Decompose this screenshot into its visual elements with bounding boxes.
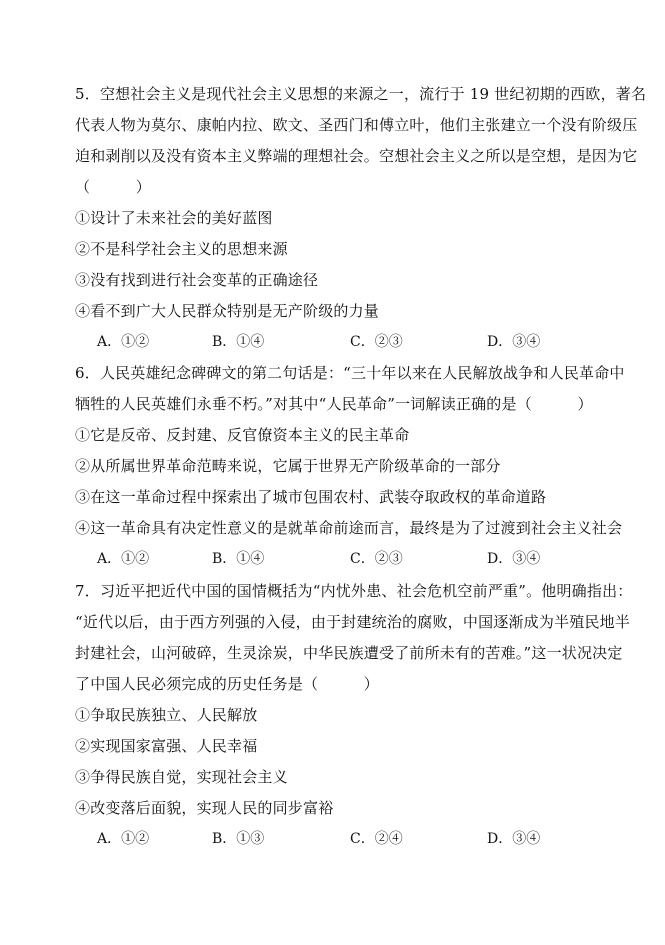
question-7-statement-4: ④改变落后面貌，实现人民的同步富裕 (75, 799, 334, 817)
question-7-statement-2: ②实现国家富强、人民幸福 (75, 737, 258, 755)
question-6-stem-line-1: 6．人民英雄纪念碑碑文的第二句话是：“三十年以来在人民解放战争和人民革命中 (75, 364, 625, 382)
question-6-statement-1: ①它是反帝、反封建、反官僚资本主义的民主革命 (75, 426, 410, 444)
question-6-statement-4: ④这一革命具有决定性意义的是就革命前途而言，最终是为了过渡到社会主义社会 (75, 519, 623, 537)
question-5-statement-4: ④看不到广大人民群众特别是无产阶级的力量 (75, 302, 380, 320)
question-6-option-c: C．②③ (350, 551, 403, 567)
question-5-option-a: A．①② (97, 334, 150, 350)
question-6-option-a: A．①② (97, 551, 150, 567)
question-7-stem-line-4: 了中国人民必须完成的历史任务是（ ） (75, 675, 380, 693)
question-7-option-b: B．①③ (212, 831, 265, 847)
question-5-option-d: D．③④ (487, 334, 541, 350)
question-6-option-b: B．①④ (212, 551, 265, 567)
question-6-statement-2: ②从所属世界革命范畴来说，它属于世界无产阶级革命的一部分 (75, 457, 501, 475)
question-6-statement-3: ③在这一革命过程中探索出了城市包围农村、武装夺取政权的革命道路 (75, 488, 547, 506)
question-7-stem-line-2: “近代以后，由于西方列强的入侵，由于封建统治的腐败，中国逐渐成为半殖民地半 (75, 613, 631, 631)
question-5-stem-line-1: 5．空想社会主义是现代社会主义思想的来源之一，流行于 19 世纪初期的西欧，著名 (75, 85, 647, 103)
question-5-answer-blank: （ ） (75, 178, 152, 196)
question-7-option-c: C．②④ (350, 831, 403, 847)
question-7-statement-3: ③争得民族自觉，实现社会主义 (75, 768, 288, 786)
question-7-stem-line-1: 7．习近平把近代中国的国情概括为“内忧外患、社会危机空前严重”。他明确指出： (75, 582, 633, 600)
question-7-option-a: A．①② (97, 831, 150, 847)
question-7-statement-1: ①争取民族独立、人民解放 (75, 706, 258, 724)
question-5-statement-2: ②不是科学社会主义的思想来源 (75, 240, 288, 258)
question-5-statement-3: ③没有找到进行社会变革的正确途径 (75, 271, 319, 289)
question-7-stem-line-3: 封建社会，山河破碎，生灵涂炭，中华民族遭受了前所未有的苦难。”这一状况决定 (75, 644, 623, 662)
question-5-option-c: C．②③ (350, 334, 403, 350)
question-5-option-b: B．①④ (212, 334, 265, 350)
question-6-option-d: D．③④ (487, 551, 541, 567)
question-7-option-d: D．③④ (487, 831, 541, 847)
question-6-stem-line-2: 牺牲的人民英雄们永垂不朽。”对其中“人民革命”一词解读正确的是（ ） (75, 395, 593, 413)
question-5-stem-line-2: 代表人物为莫尔、康帕内拉、欧文、圣西门和傅立叶，他们主张建立一个没有阶级压 (75, 116, 638, 134)
question-5-statement-1: ①设计了未来社会的美好蓝图 (75, 209, 273, 227)
question-5-stem-line-3: 迫和剥削以及没有资本主义弊端的理想社会。空想社会主义之所以是空想，是因为它 (75, 147, 638, 165)
